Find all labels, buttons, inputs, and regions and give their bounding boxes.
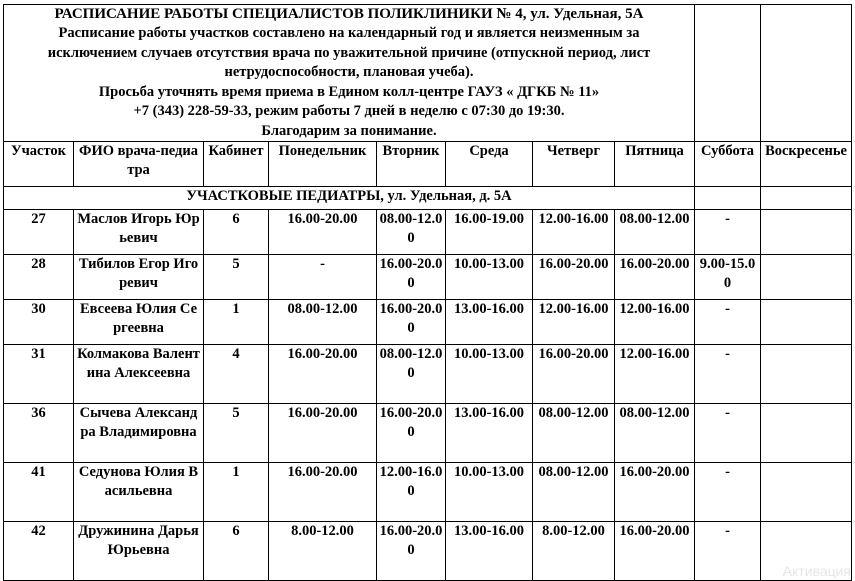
cell-tuesday: 16.00-20.00 bbox=[377, 404, 446, 463]
cell-kabinet: 4 bbox=[204, 345, 269, 404]
cell-thursday: 12.00-16.00 bbox=[533, 300, 615, 345]
cell-sunday bbox=[761, 300, 852, 345]
cell-thursday: 16.00-20.00 bbox=[533, 345, 615, 404]
cell-fio: Сычева Александра Владимировна bbox=[74, 404, 204, 463]
cell-saturday: - bbox=[695, 404, 761, 463]
cell-monday: 16.00-20.00 bbox=[269, 345, 377, 404]
cell-sunday bbox=[761, 345, 852, 404]
col-header-friday: Пятница bbox=[615, 142, 695, 187]
table-row bbox=[4, 463, 852, 522]
cell-kabinet: 1 bbox=[204, 463, 269, 522]
cell-wednesday: 13.00-16.00 bbox=[446, 522, 533, 581]
cell-kabinet: 5 bbox=[204, 404, 269, 463]
cell-fio: Седунова Юлия Васильевна bbox=[74, 463, 204, 522]
cell-wednesday: 13.00-16.00 bbox=[446, 300, 533, 345]
cell-sunday bbox=[761, 255, 852, 300]
header-empty-cell bbox=[695, 5, 761, 142]
cell-kabinet: 6 bbox=[204, 210, 269, 255]
col-header-saturday: Суббота bbox=[695, 142, 761, 187]
col-header-thursday: Четверг bbox=[533, 142, 615, 187]
activation-watermark: Активация bbox=[782, 563, 851, 579]
cell-sunday bbox=[761, 210, 852, 255]
cell-tuesday: 16.00-20.00 bbox=[377, 300, 446, 345]
table-row bbox=[4, 522, 852, 581]
cell-monday: 08.00-12.00 bbox=[269, 300, 377, 345]
cell-sunday bbox=[761, 404, 852, 463]
cell-monday: 16.00-20.00 bbox=[269, 210, 377, 255]
table-row bbox=[4, 255, 852, 300]
notice-line: нетрудоспособности, плановая учеба). bbox=[224, 64, 474, 80]
section-empty-cell bbox=[695, 187, 761, 210]
cell-sunday bbox=[761, 522, 852, 581]
page-title: РАСПИСАНИЕ РАБОТЫ СПЕЦИАЛИСТОВ ПОЛИКЛИНИКИ № 4, ул. Удельная, 5А bbox=[54, 6, 644, 22]
cell-uchastok: 42 bbox=[4, 522, 74, 581]
cell-thursday: 08.00-12.00 bbox=[533, 463, 615, 522]
cell-kabinet: 5 bbox=[204, 255, 269, 300]
cell-thursday: 12.00-16.00 bbox=[533, 210, 615, 255]
cell-wednesday: 16.00-19.00 bbox=[446, 210, 533, 255]
cell-wednesday: 13.00-16.00 bbox=[446, 404, 533, 463]
table-row bbox=[4, 345, 852, 404]
cell-fio: Тибилов Егор Игоревич bbox=[74, 255, 204, 300]
header-row bbox=[4, 5, 852, 142]
notice-line: Просьба уточнять время приема в Едином колл-центре ГАУЗ « ДГКБ № 11» bbox=[98, 83, 600, 100]
cell-fio: Дружинина Дарья Юрьевна bbox=[74, 522, 204, 581]
notice-line: исключением случаев отсутствия врача по уважительной причине (отпускной период, лист bbox=[47, 44, 651, 61]
cell-friday: 08.00-12.00 bbox=[615, 210, 695, 255]
cell-saturday: - bbox=[695, 345, 761, 404]
notice-line: Расписание работы участков составлено на календарный год и является неизменным за bbox=[58, 25, 640, 41]
cell-tuesday: 16.00-20.00 bbox=[377, 522, 446, 581]
cell-wednesday: 10.00-13.00 bbox=[446, 345, 533, 404]
cell-fio: Евсеева Юлия Сергеевна bbox=[74, 300, 204, 345]
col-header-kabinet: Кабинет bbox=[204, 142, 269, 187]
cell-monday: 16.00-20.00 bbox=[269, 404, 377, 463]
table-row bbox=[4, 300, 852, 345]
column-header-row bbox=[4, 142, 852, 187]
table-row bbox=[4, 210, 852, 255]
header-empty-cell bbox=[761, 5, 852, 142]
col-header-uchastok: Участок bbox=[4, 142, 74, 187]
cell-fio: Колмакова Валентина Алексеевна bbox=[74, 345, 204, 404]
notice-line: Благодарим за понимание. bbox=[261, 122, 437, 139]
cell-uchastok: 28 bbox=[4, 255, 74, 300]
notice-line: +7 (343) 228-59-33, режим работы 7 дней в неделю с 07:30 до 19:30. bbox=[133, 103, 565, 119]
cell-saturday: - bbox=[695, 463, 761, 522]
cell-tuesday: 08.00-12.00 bbox=[377, 345, 446, 404]
col-header-sunday: Воскресенье bbox=[761, 142, 852, 187]
cell-monday: 16.00-20.00 bbox=[269, 463, 377, 522]
cell-saturday: - bbox=[695, 300, 761, 345]
cell-monday: - bbox=[269, 255, 377, 300]
section-title: УЧАСТКОВЫЕ ПЕДИАТРЫ, ул. Удельная, д. 5А bbox=[4, 187, 695, 210]
col-header-fio: ФИО врача-педиатра bbox=[74, 142, 204, 187]
cell-kabinet: 1 bbox=[204, 300, 269, 345]
cell-uchastok: 27 bbox=[4, 210, 74, 255]
cell-friday: 12.00-16.00 bbox=[615, 300, 695, 345]
cell-uchastok: 30 bbox=[4, 300, 74, 345]
cell-saturday: - bbox=[695, 522, 761, 581]
cell-thursday: 16.00-20.00 bbox=[533, 255, 615, 300]
cell-monday: 8.00-12.00 bbox=[269, 522, 377, 581]
cell-saturday: 9.00-15.00 bbox=[695, 255, 761, 300]
table-row bbox=[4, 404, 852, 463]
cell-friday: 16.00-20.00 bbox=[615, 522, 695, 581]
section-empty-cell bbox=[761, 187, 852, 210]
cell-friday: 16.00-20.00 bbox=[615, 463, 695, 522]
cell-uchastok: 36 bbox=[4, 404, 74, 463]
cell-tuesday: 12.00-16.00 bbox=[377, 463, 446, 522]
cell-wednesday: 10.00-13.00 bbox=[446, 255, 533, 300]
cell-tuesday: 16.00-20.00 bbox=[377, 255, 446, 300]
col-header-tuesday: Вторник bbox=[377, 142, 446, 187]
col-header-monday: Понедельник bbox=[269, 142, 377, 187]
cell-friday: 12.00-16.00 bbox=[615, 345, 695, 404]
schedule-table bbox=[3, 4, 852, 581]
cell-tuesday: 08.00-12.00 bbox=[377, 210, 446, 255]
cell-uchastok: 41 bbox=[4, 463, 74, 522]
cell-saturday: - bbox=[695, 210, 761, 255]
cell-sunday bbox=[761, 463, 852, 522]
section-row bbox=[4, 187, 852, 210]
header-notice bbox=[4, 5, 695, 142]
cell-kabinet: 6 bbox=[204, 522, 269, 581]
cell-thursday: 8.00-12.00 bbox=[533, 522, 615, 581]
cell-wednesday: 10.00-13.00 bbox=[446, 463, 533, 522]
cell-friday: 16.00-20.00 bbox=[615, 255, 695, 300]
cell-uchastok: 31 bbox=[4, 345, 74, 404]
col-header-wednesday: Среда bbox=[446, 142, 533, 187]
cell-thursday: 08.00-12.00 bbox=[533, 404, 615, 463]
cell-fio: Маслов Игорь Юрьевич bbox=[74, 210, 204, 255]
cell-friday: 08.00-12.00 bbox=[615, 404, 695, 463]
